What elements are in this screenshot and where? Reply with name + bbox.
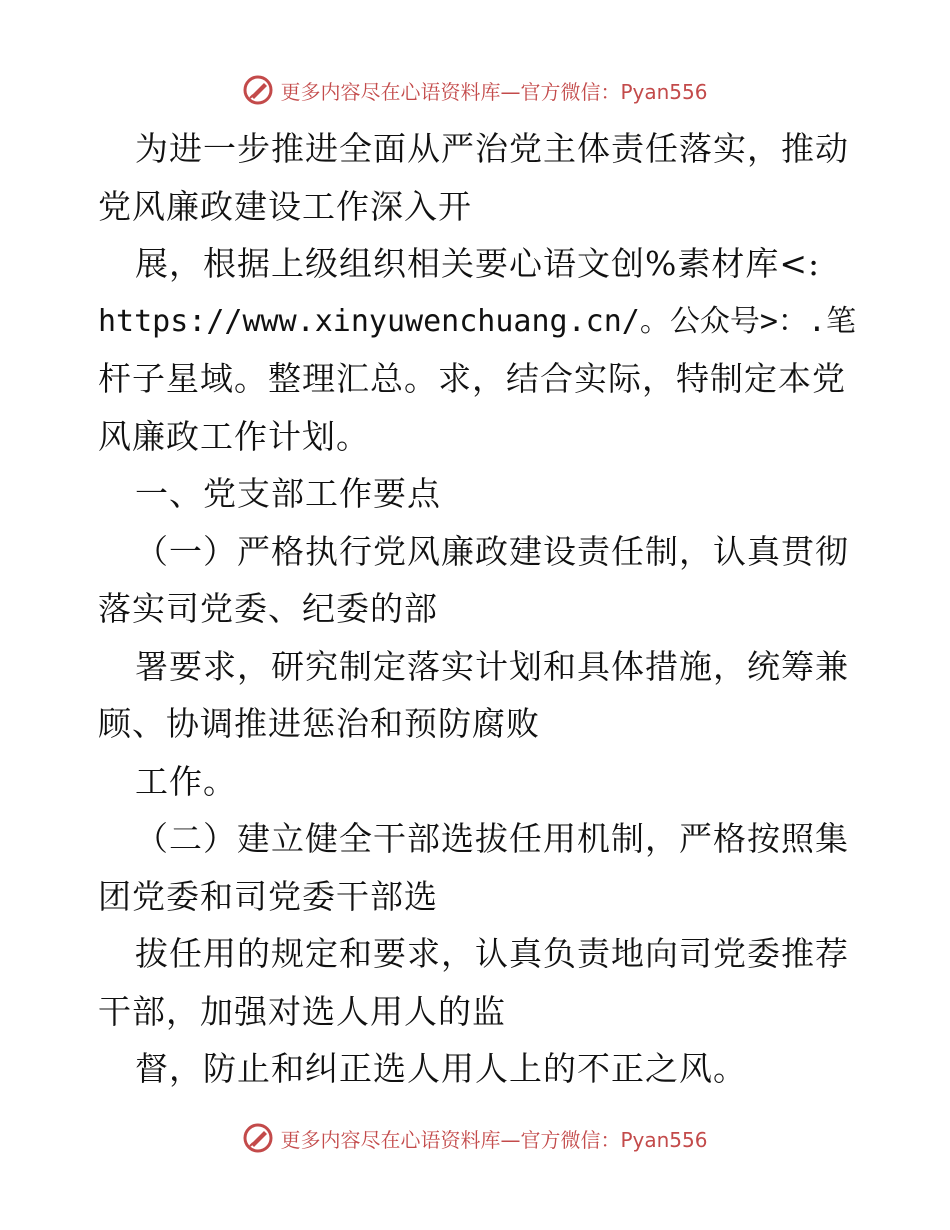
paragraph-line: 杆子星域。整理汇总。求，结合实际，特制定本党 — [98, 359, 846, 398]
footer-wechat: 官方微信：Pyan556 — [520, 1127, 708, 1152]
header-separator: — — [500, 79, 521, 104]
paragraph-line: 风廉政工作计划。 — [98, 416, 370, 456]
paragraph-line: （二）建立健全干部选拔任用机制，严格按照集 — [135, 819, 849, 858]
paragraph-line: 署要求，研究制定落实计划和具体措施，统筹兼 — [135, 646, 849, 686]
footer-separator: — — [500, 1127, 521, 1152]
section-heading: 一、党支部工作要点 — [135, 474, 441, 513]
paragraph-line: 团党委和司党委干部选 — [98, 876, 438, 916]
paragraph-line: 党风廉政建设工作深入开 — [98, 186, 472, 226]
paragraph-line: 督，防止和纠正选人用人上的不正之风。 — [135, 1049, 747, 1088]
header-text — [280, 76, 707, 105]
paragraph-line: 拔任用的规定和要求，认真负责地向司党委推荐 — [135, 934, 849, 973]
header-banner — [0, 70, 950, 110]
footer-brand: 更多内容尽在心语资料库 — [280, 1127, 501, 1152]
footer-text — [280, 1124, 707, 1153]
paragraph-line: 展，根据上级组织相关要心语文创%素材库<: — [135, 244, 821, 283]
document-body — [98, 120, 858, 1098]
quill-pen-logo-icon — [242, 1122, 274, 1154]
paragraph-line: 落实司党委、纪委的部 — [98, 589, 438, 628]
paragraph-line: 干部，加强对选人用人的监 — [98, 991, 506, 1031]
paragraph-line: 顾、协调推进惩治和预防腐败 — [98, 704, 540, 743]
header-wechat: 官方微信：Pyan556 — [520, 79, 708, 104]
header-brand: 更多内容尽在心语资料库 — [280, 79, 501, 104]
quill-pen-logo-icon — [242, 74, 274, 106]
paragraph-line-url: https://www.xinyuwenchuang.cn/。公众号>：.笔 — [98, 303, 856, 339]
paragraph-line: 为进一步推进全面从严治党主体责任落实，推动 — [135, 129, 849, 168]
paragraph-line: 工作。 — [135, 761, 237, 801]
paragraph-line: （一）严格执行党风廉政建设责任制，认真贯彻 — [135, 531, 849, 571]
footer-banner — [0, 1118, 950, 1158]
